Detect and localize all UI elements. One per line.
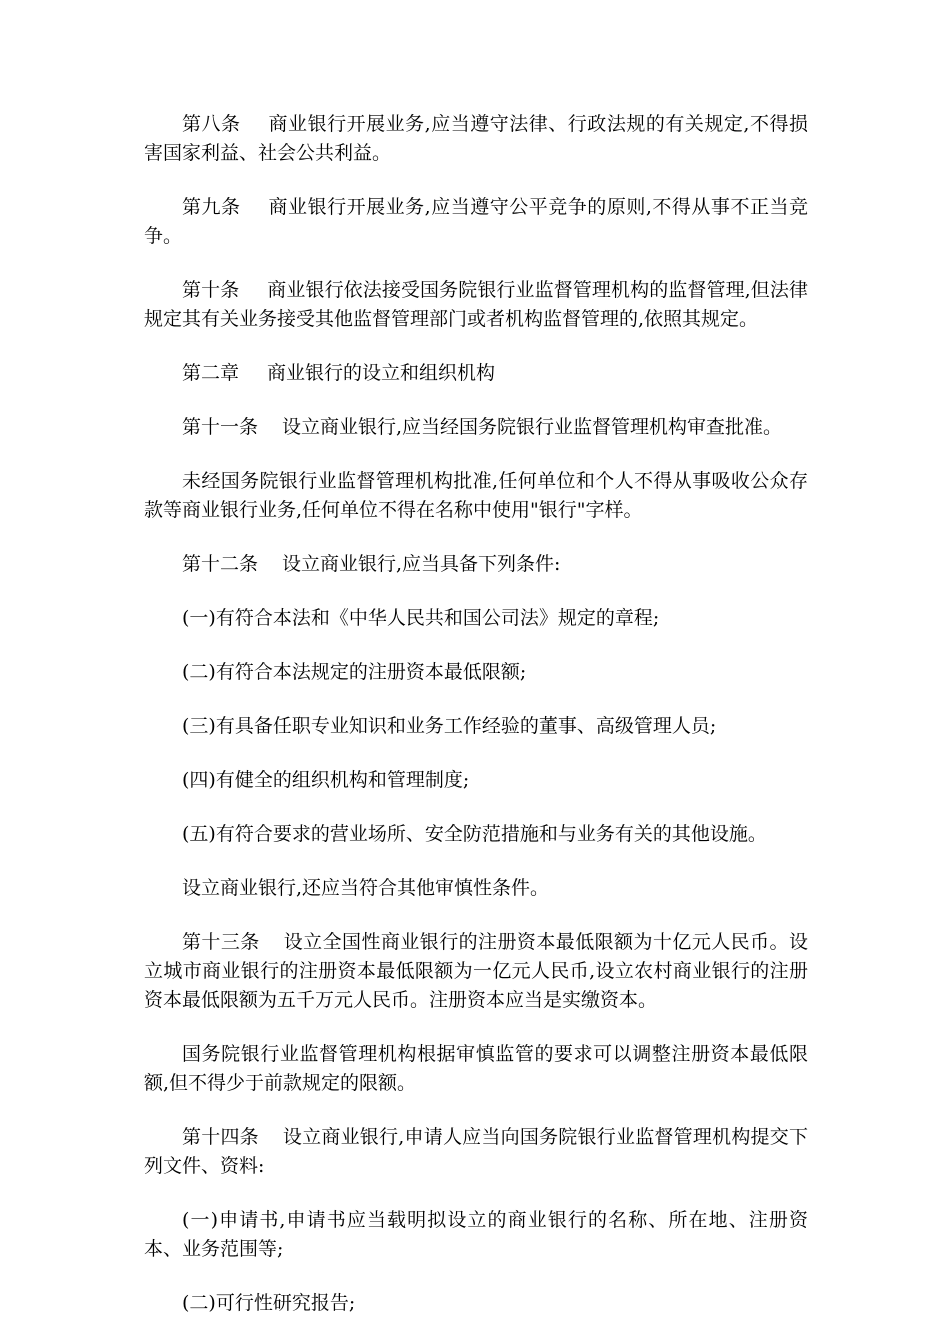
article-label: 第十条: [182, 279, 240, 301]
article-label: 第十三条: [182, 931, 260, 953]
list-item-text: (三)有具备任职专业知识和业务工作经验的董事、高级管理人员;: [182, 715, 717, 737]
chapter-title: 商业银行的设立和组织机构: [267, 362, 496, 384]
chapter-label: 第二章: [182, 362, 240, 384]
article-text: 设立商业银行,应当经国务院银行业监督管理机构审查批准。: [282, 416, 783, 438]
list-item: [144, 1206, 808, 1264]
article-label: 第九条: [182, 196, 241, 218]
paragraph-text: 国务院银行业监督管理机构根据审慎监管的要求可以调整注册资本最低限额,但不得少于前款规定的限额。: [144, 1043, 808, 1094]
list-item: [144, 1289, 808, 1318]
article-13-para-2: [144, 1040, 808, 1098]
chapter-2-heading: [144, 359, 808, 388]
article-text: 商业银行依法接受国务院银行业监督管理机构的监督管理,但法律规定其有关业务接受其他监督管理部门或者机构监督管理的,依照其规定。: [144, 279, 808, 330]
paragraph-text: 设立商业银行,还应当符合其他审慎性条件。: [182, 877, 550, 899]
list-item-text: (二)可行性研究报告;: [182, 1292, 356, 1314]
article-12: [144, 550, 808, 579]
paragraph-text: 未经国务院银行业监督管理机构批准,任何单位和个人不得从事吸收公众存款等商业银行业务,任何单位不得在名称中使用"银行"字样。: [144, 470, 808, 521]
article-text: 设立商业银行,应当具备下列条件:: [282, 553, 561, 575]
article-text: 商业银行开展业务,应当遵守法律、行政法规的有关规定,不得损害国家利益、社会公共利益。: [144, 113, 808, 164]
list-item-text: (五)有符合要求的营业场所、安全防范措施和与业务有关的其他设施。: [182, 823, 767, 845]
list-item: [144, 712, 808, 741]
article-label: 第八条: [182, 113, 241, 135]
document-page: [144, 110, 808, 1343]
article-text: 设立商业银行,申请人应当向国务院银行业监督管理机构提交下列文件、资料:: [144, 1126, 808, 1177]
article-11-para-2: [144, 467, 808, 525]
list-item: [144, 604, 808, 633]
list-item-text: (四)有健全的组织机构和管理制度;: [182, 769, 470, 791]
article-label: 第十一条: [182, 416, 259, 438]
article-13: [144, 928, 808, 1015]
list-item-text: (二)有符合本法规定的注册资本最低限额;: [182, 661, 527, 683]
article-12-para-2: [144, 874, 808, 903]
list-item: [144, 820, 808, 849]
article-text: 设立全国性商业银行的注册资本最低限额为十亿元人民币。设立城市商业银行的注册资本最低限额为一亿元人民币,设立农村商业银行的注册资本最低限额为五千万元人民币。注册资本应当是实缴资本。: [144, 931, 808, 1011]
list-item-text: (一)申请书,申请书应当载明拟设立的商业银行的名称、所在地、注册资本、业务范围等;: [144, 1209, 808, 1260]
list-item-text: (一)有符合本法和《中华人民共和国公司法》规定的章程;: [182, 607, 660, 629]
article-14: [144, 1123, 808, 1181]
article-text: 商业银行开展业务,应当遵守公平竞争的原则,不得从事不正当竞争。: [144, 196, 808, 247]
article-label: 第十四条: [182, 1126, 259, 1148]
article-10: [144, 276, 808, 334]
list-item: [144, 766, 808, 795]
article-9: [144, 193, 808, 251]
list-item: [144, 658, 808, 687]
article-label: 第十二条: [182, 553, 259, 575]
article-11: [144, 413, 808, 442]
article-8: [144, 110, 808, 168]
